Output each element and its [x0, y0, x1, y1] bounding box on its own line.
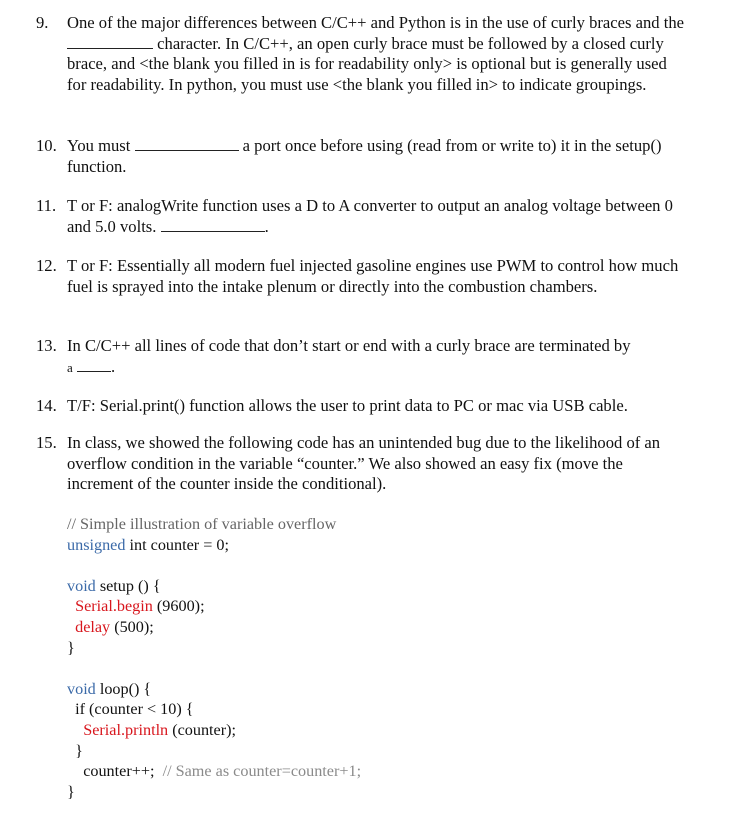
- code-function: delay: [75, 617, 111, 636]
- code-function: Serial.println: [83, 720, 169, 739]
- question-text: In C/C++ all lines of code that don’t start or end with a curly brace are terminated by: [67, 336, 631, 355]
- question-15: [36, 433, 686, 495]
- question-number: 10.: [36, 136, 57, 155]
- question-number: 11.: [36, 196, 57, 215]
- code-text: loop() {: [95, 679, 152, 698]
- code-text: if (counter < 10) {: [75, 700, 194, 719]
- question-text: You must: [67, 136, 131, 155]
- answer-blank[interactable]: [135, 136, 239, 151]
- question-number: 12.: [36, 256, 57, 275]
- code-text: (counter);: [168, 720, 237, 739]
- question-10: [36, 136, 686, 177]
- question-text: .: [110, 356, 116, 376]
- question-12: [36, 256, 686, 297]
- answer-blank[interactable]: [77, 361, 111, 372]
- code-keyword: unsigned: [67, 535, 126, 554]
- answer-blank[interactable]: [67, 34, 153, 49]
- question-14: [36, 396, 686, 417]
- question-text: T/F: Serial.print() function allows the user to print data to PC or mac via USB cable.: [67, 396, 628, 415]
- code-keyword: void: [67, 679, 96, 698]
- question-text: T or F: Essentially all modern fuel injected gasoline engines use PWM to control how much fuel is sprayed into the intake plenum or directly into the combustion chambers.: [67, 256, 679, 296]
- question-text: a: [67, 359, 73, 375]
- answer-blank[interactable]: [161, 217, 265, 232]
- code-text: counter++;: [83, 762, 155, 781]
- code-text: int counter = 0;: [125, 535, 229, 554]
- question-number: 14.: [36, 396, 57, 415]
- question-9: [36, 13, 686, 95]
- question-text: One of the major differences between C/C++ and Python is in the use of curly braces and the: [67, 13, 684, 32]
- question-text: T or F: analogWrite function uses a D to A converter to output an analog voltage between 0 and 5.0 volts.: [67, 196, 673, 236]
- question-13: [36, 336, 686, 378]
- code-keyword: void: [67, 576, 96, 595]
- code-text: setup () {: [95, 576, 161, 595]
- question-text: character. In C/C++, an open curly brace must be followed by a closed curly brace, and <the blank you filled in is for readability only> is optional but is generally used for readability. In python, you must use <the blank you filled in> to indicate groupings.: [67, 33, 667, 94]
- code-text: }: [75, 741, 83, 760]
- code-block: [67, 514, 361, 802]
- code-comment: // Simple illustration of variable overflow: [67, 515, 337, 533]
- code-comment: // Same as counter=counter+1;: [162, 762, 362, 781]
- code-text: (9600);: [152, 597, 205, 616]
- code-function: Serial.begin: [75, 597, 153, 616]
- question-text: .: [264, 216, 269, 236]
- question-number: 9.: [36, 13, 49, 32]
- question-number: 13.: [36, 336, 57, 355]
- question-11: [36, 196, 686, 237]
- question-text: a port once before using (read from or write to) it in the setup() function.: [67, 136, 662, 176]
- code-text: }: [67, 782, 75, 801]
- question-number: 15.: [36, 433, 57, 452]
- code-text: }: [67, 638, 75, 657]
- question-text: In class, we showed the following code has an unintended bug due to the likelihood of an overflow condition in the variable “counter.” We also showed an easy fix (move the increment of the counter inside the conditional).: [67, 433, 661, 494]
- code-text: (500);: [110, 617, 154, 636]
